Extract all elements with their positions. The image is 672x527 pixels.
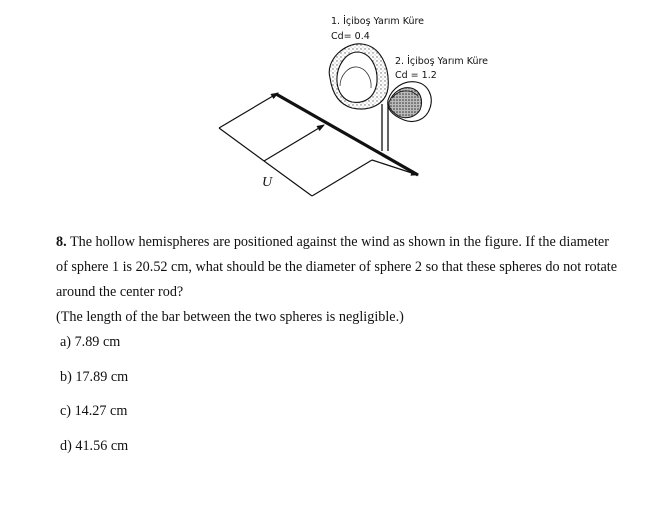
question-text-1: The hollow hemispheres are positioned against the wind as shown in the figure. If the diameter bbox=[69, 234, 609, 250]
option-b[interactable]: b) 17.89 cm bbox=[60, 369, 129, 385]
option-c[interactable]: c) 14.27 cm bbox=[60, 403, 128, 419]
hemisphere-2 bbox=[388, 82, 432, 122]
sphere1-cd: Cd= 0.4 bbox=[331, 31, 370, 42]
flow-edge-left bbox=[219, 128, 264, 161]
wind-speed-label: U bbox=[262, 175, 273, 190]
flow-arrow-2 bbox=[264, 125, 324, 161]
sphere2-label: 2. İçiboş Yarım Küre bbox=[395, 56, 489, 67]
hemisphere-1 bbox=[329, 44, 388, 109]
center-rod bbox=[382, 104, 388, 151]
question-line-1 bbox=[56, 233, 609, 251]
question-line-3: around the center rod? bbox=[56, 284, 184, 300]
flow-arrow-3-line bbox=[312, 160, 372, 196]
question-note: (The length of the bar between the two spheres is negligible.) bbox=[56, 309, 404, 325]
question-line-2: of sphere 1 is 20.52 cm, what should be the diameter of sphere 2 so that these spheres do not rotate bbox=[56, 259, 618, 275]
flow-arrow-1 bbox=[219, 93, 278, 128]
option-d[interactable]: d) 41.56 cm bbox=[60, 438, 129, 454]
sphere2-cd: Cd = 1.2 bbox=[395, 70, 437, 81]
wind-hemispheres-figure bbox=[0, 0, 672, 215]
sphere1-label: 1. İçiboş Yarım Küre bbox=[331, 16, 425, 27]
option-a[interactable]: a) 7.89 cm bbox=[60, 334, 121, 350]
question-number: 8. bbox=[56, 234, 67, 250]
